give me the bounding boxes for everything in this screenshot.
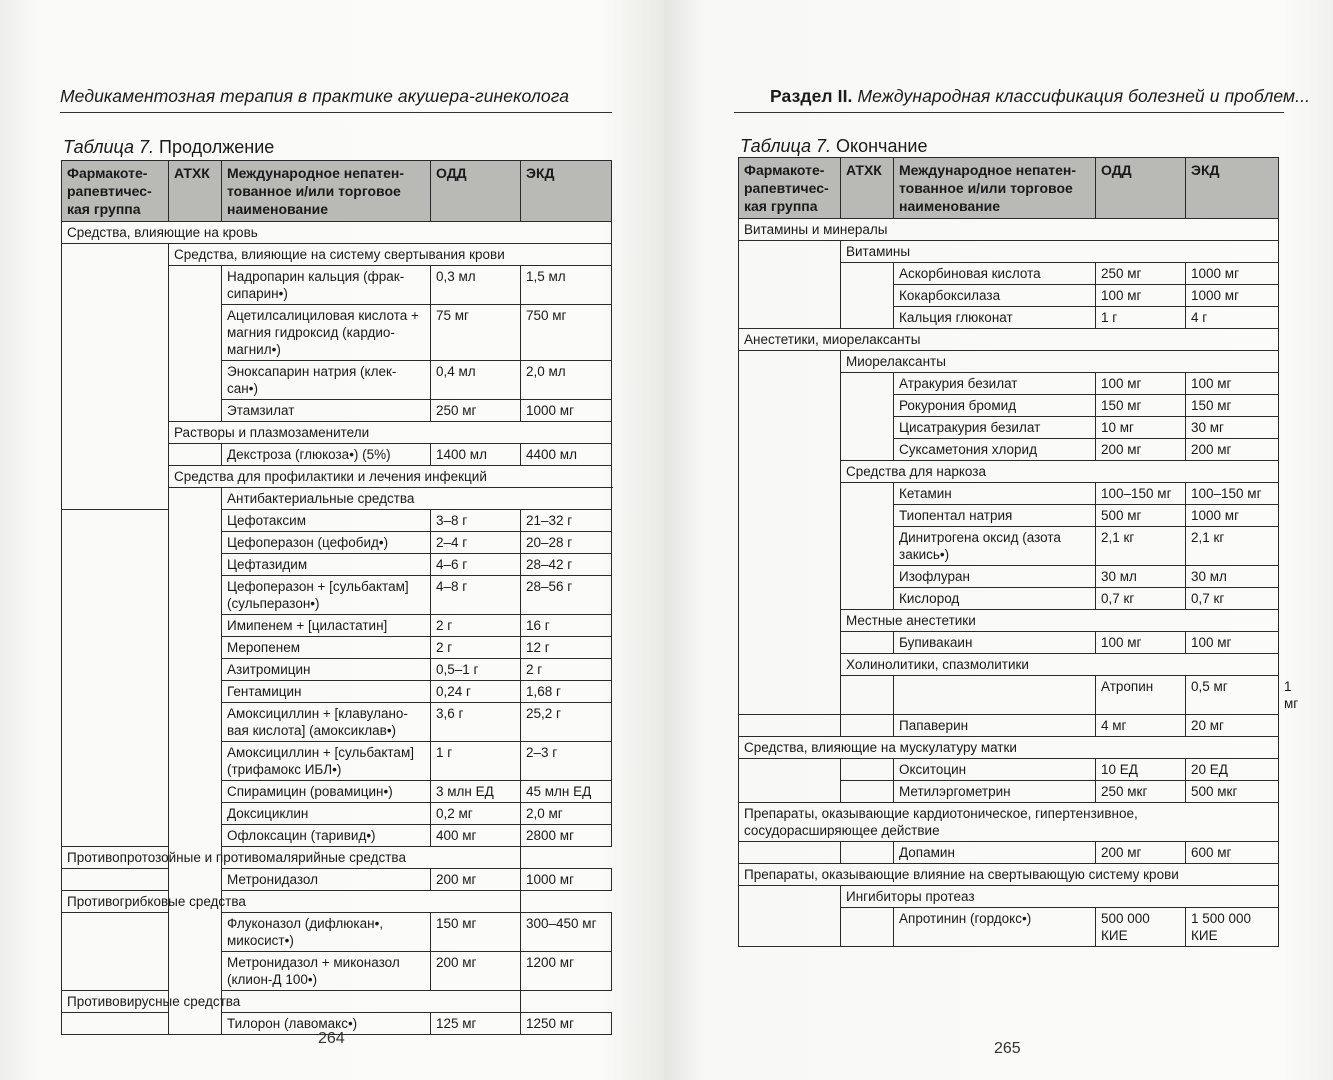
- ekd-value: 45 млн ЕД: [521, 781, 612, 803]
- ekd-value: 2,1 кг: [1186, 527, 1279, 566]
- odd-value: 125 мг: [431, 1013, 521, 1035]
- group-label: Анестетики, миорелаксанты: [739, 329, 1279, 351]
- subgroup-label: Ингибиторы протеаз: [841, 886, 1279, 908]
- drug-name: Метронидазол + миконазол (клион-Д 100•): [222, 952, 431, 991]
- blank-cell: [841, 715, 894, 737]
- table-row: [62, 913, 612, 952]
- ekd-value: 1000 мг: [1186, 285, 1279, 307]
- blank-cell: [841, 483, 894, 610]
- drug-name: Надропарин кальция (фрак-сипарин•): [222, 266, 431, 305]
- drug-name: Спирамицин (ровамицин•): [222, 781, 431, 803]
- ekd-value: 1 500 000 КИЕ: [1186, 908, 1279, 947]
- blank-cell: [841, 632, 894, 654]
- table-caption: [63, 137, 274, 158]
- drug-name: Амоксициллин + [сульбактам] (трифамокс ИБЛ•): [222, 742, 431, 781]
- drug-name: Цефоперазон (цефобид•): [222, 532, 431, 554]
- drug-name: Папаверин: [894, 715, 1096, 737]
- subgroup-label: Противовирусные средства: [62, 991, 521, 1013]
- ekd-value: 1000 мг: [1186, 263, 1279, 285]
- odd-value: 2 г: [431, 615, 521, 637]
- group-label: Препараты, оказывающие кардиотоническое, гипертензивное, сосудорасширяющее действие: [739, 803, 1279, 842]
- ekd-value: 20 ЕД: [1186, 759, 1279, 781]
- odd-value: 0,4 мл: [431, 361, 521, 400]
- drug-name: Тилорон (лавомакс•): [222, 1013, 431, 1035]
- drug-name: Суксаметония хлорид: [894, 439, 1096, 461]
- blank-cell: [739, 886, 841, 947]
- odd-value: 100 мг: [1096, 285, 1186, 307]
- ekd-value: 500 мкг: [1186, 781, 1279, 803]
- ekd-value: 4400 мл: [521, 444, 612, 466]
- odd-value: 4–6 г: [431, 554, 521, 576]
- group-row: [739, 803, 1279, 842]
- odd-value: 1 г: [431, 742, 521, 781]
- ekd-value: 1000 мг: [521, 869, 612, 891]
- subgroup-row: [62, 244, 612, 266]
- drug-name: Этамзилат: [222, 400, 431, 422]
- odd-value: 500 мг: [1096, 505, 1186, 527]
- ekd-value: 100 мг: [1186, 373, 1279, 395]
- drug-name: Цефтазидим: [222, 554, 431, 576]
- odd-value: 3,6 г: [431, 703, 521, 742]
- subgroup-label: Антибактериальные средства: [222, 488, 612, 510]
- group-row: [739, 737, 1279, 759]
- group-label: Холинолитики, спазмолитики: [841, 654, 1279, 676]
- drug-name: Цефоперазон + [сульбактам] (сульперазон•): [222, 576, 431, 615]
- table-caption: [740, 136, 927, 157]
- ekd-value: 28–56 г: [521, 576, 612, 615]
- ekd-value: 30 мг: [1186, 417, 1279, 439]
- odd-value: 500 000 КИЕ: [1096, 908, 1186, 947]
- table-row: [62, 869, 612, 891]
- odd-value: 4–8 г: [431, 576, 521, 615]
- drug-name: Метронидазол: [222, 869, 431, 891]
- odd-value: 0,5 мг: [1186, 676, 1279, 715]
- drug-name: Аскорбиновая кислота: [894, 263, 1096, 285]
- subgroup-label: Противопротозойные и противомалярийные средства: [62, 847, 521, 869]
- drug-name: Эноксапарин натрия (клек-сан•): [222, 361, 431, 400]
- subgroup-row: [739, 886, 1279, 908]
- blank-cell: [841, 842, 894, 864]
- group-row: [739, 219, 1279, 241]
- blank-cell: [841, 781, 894, 803]
- odd-value: 250 мкг: [1096, 781, 1186, 803]
- subgroup-row: [739, 241, 1279, 263]
- drug-name: Азитромицин: [222, 659, 431, 681]
- blank-cell: [894, 676, 1096, 715]
- odd-value: 10 ЕД: [1096, 759, 1186, 781]
- ekd-value: 25,2 г: [521, 703, 612, 742]
- odd-value: 4 мг: [1096, 715, 1186, 737]
- odd-value: 200 мг: [431, 952, 521, 991]
- blank-cell: [739, 715, 841, 737]
- page-number: 265: [994, 1040, 1021, 1057]
- odd-value: 10 мг: [1096, 417, 1186, 439]
- col-header-atc: АТХК: [841, 158, 894, 219]
- odd-value: 0,5–1 г: [431, 659, 521, 681]
- subgroup-row: [62, 991, 612, 1013]
- drug-name: Цисатракурия безилат: [894, 417, 1096, 439]
- group-label: Витамины и минералы: [739, 219, 1279, 241]
- caption-text: Продолжение: [154, 137, 275, 157]
- odd-value: 200 мг: [1096, 842, 1186, 864]
- drug-name: Кокарбоксилаза: [894, 285, 1096, 307]
- drug-name: Допамин: [894, 842, 1096, 864]
- subgroup-label: Миорелаксанты: [841, 351, 1279, 373]
- odd-value: 3 млн ЕД: [431, 781, 521, 803]
- ekd-value: 21–32 г: [521, 510, 612, 532]
- running-head: [770, 86, 1310, 107]
- drug-table-final: [738, 157, 1299, 947]
- header-rule: [734, 112, 1284, 113]
- group-row: [739, 329, 1279, 351]
- odd-value: 100 мг: [1096, 632, 1186, 654]
- blank-cell: [841, 759, 894, 781]
- col-header-group: Фармакоте-рапевтичес-кая группа: [739, 158, 841, 219]
- drug-name: Бупивакаин: [894, 632, 1096, 654]
- drug-name: Декстроза (глюкоза•) (5%): [222, 444, 431, 466]
- ekd-value: 100 мг: [1186, 632, 1279, 654]
- blank-cell: [841, 908, 894, 947]
- odd-value: 2–4 г: [431, 532, 521, 554]
- col-header-odd: ОДД: [1096, 158, 1186, 219]
- ekd-value: 100–150 мг: [1186, 483, 1279, 505]
- drug-name: Метилэргометрин: [894, 781, 1096, 803]
- ekd-value: 2800 мг: [521, 825, 612, 847]
- right-page: [664, 0, 1333, 1080]
- blank-cell: [62, 244, 169, 510]
- blank-cell: [169, 444, 222, 466]
- drug-name: Тиопентал натрия: [894, 505, 1096, 527]
- subgroup-label: Противогрибковые средства: [62, 891, 521, 913]
- ekd-value: 4 г: [1186, 307, 1279, 329]
- table-row: [739, 759, 1279, 781]
- ekd-value: 300–450 мг: [521, 913, 612, 952]
- ekd-value: 150 мг: [1186, 395, 1279, 417]
- ekd-value: 750 мг: [521, 305, 612, 361]
- odd-value: 200 мг: [1096, 439, 1186, 461]
- odd-value: 400 мг: [431, 825, 521, 847]
- blank-cell: [739, 351, 841, 715]
- ekd-value: 2 г: [521, 659, 612, 681]
- odd-value: 1400 мл: [431, 444, 521, 466]
- running-head: Медикаментозная терапия в практике акушера-гинеколога: [60, 86, 570, 106]
- caption-label: Таблица 7.: [63, 137, 155, 157]
- odd-value: 75 мг: [431, 305, 521, 361]
- drug-name: Атракурия безилат: [894, 373, 1096, 395]
- subgroup-row: [62, 891, 612, 913]
- col-header-atc: АТХК: [169, 161, 222, 222]
- drug-name: Кетамин: [894, 483, 1096, 505]
- odd-value: 3–8 г: [431, 510, 521, 532]
- subgroup-label: Средства, влияющие на систему свертывания крови: [169, 244, 612, 266]
- drug-name: Кальция глюконат: [894, 307, 1096, 329]
- blank-cell: [169, 488, 222, 1035]
- drug-name: Изофлуран: [894, 566, 1096, 588]
- ekd-value: 2,0 мг: [521, 803, 612, 825]
- section-label: Раздел II.: [770, 86, 853, 106]
- ekd-value: 1250 мг: [521, 1013, 612, 1035]
- ekd-value: 20–28 г: [521, 532, 612, 554]
- drug-name: Апротинин (гордокс•): [894, 908, 1096, 947]
- ekd-value: 2,0 мл: [521, 361, 612, 400]
- table-header-row: [62, 161, 612, 222]
- ekd-value: 30 мл: [1186, 566, 1279, 588]
- subgroup-label: Растворы и плазмозаменители: [169, 422, 612, 444]
- table-row: [62, 510, 612, 532]
- group-label: Средства, влияющие на мускулатуру матки: [739, 737, 1279, 759]
- odd-value: 1 г: [1096, 307, 1186, 329]
- drug-name: Рокурония бромид: [894, 395, 1096, 417]
- subgroup-row: [739, 351, 1279, 373]
- blank-cell: [62, 1013, 169, 1035]
- blank-cell: [62, 510, 169, 847]
- odd-value: 2 г: [431, 637, 521, 659]
- drug-name: Атропин: [1096, 676, 1186, 715]
- page-number: 264: [318, 1030, 345, 1047]
- drug-table-continued: [61, 160, 612, 1035]
- col-header-ekd: ЭКД: [1186, 158, 1279, 219]
- table-row: [739, 715, 1279, 737]
- drug-name: Меропенем: [222, 637, 431, 659]
- blank-cell: [739, 759, 841, 803]
- drug-name: Флуконазол (дифлюкан•, микосист•): [222, 913, 431, 952]
- odd-value: 200 мг: [431, 869, 521, 891]
- drug-name: Цефотаксим: [222, 510, 431, 532]
- ekd-value: 1200 мг: [521, 952, 612, 991]
- table-row: [739, 842, 1279, 864]
- drug-name: Имипенем + [циластатин]: [222, 615, 431, 637]
- left-page: [0, 0, 664, 1080]
- blank-cell: [739, 241, 841, 329]
- odd-value: 0,2 мг: [431, 803, 521, 825]
- odd-value: 0,24 г: [431, 681, 521, 703]
- col-header-ekd: ЭКД: [521, 161, 612, 222]
- odd-value: 30 мл: [1096, 566, 1186, 588]
- odd-value: 2,1 кг: [1096, 527, 1186, 566]
- blank-cell: [169, 266, 222, 422]
- odd-value: 150 мг: [431, 913, 521, 952]
- table-header-row: [739, 158, 1279, 219]
- odd-value: 0,3 мл: [431, 266, 521, 305]
- odd-value: 0,7 кг: [1096, 588, 1186, 610]
- ekd-value: 20 мг: [1186, 715, 1279, 737]
- header-rule: [60, 112, 612, 113]
- ekd-value: 1,68 г: [521, 681, 612, 703]
- subgroup-row: [62, 847, 612, 869]
- ekd-value: 1000 мг: [521, 400, 612, 422]
- ekd-value: 1,5 мл: [521, 266, 612, 305]
- odd-value: 250 мг: [431, 400, 521, 422]
- blank-cell: [841, 373, 894, 461]
- ekd-value: 200 мг: [1186, 439, 1279, 461]
- blank-cell: [841, 676, 894, 715]
- subgroup-label: Местные анестетики: [841, 610, 1279, 632]
- blank-cell: [62, 913, 169, 991]
- drug-name: Динитрогена оксид (азота закись•): [894, 527, 1096, 566]
- ekd-value: 600 мг: [1186, 842, 1279, 864]
- group-row: [62, 222, 612, 244]
- drug-name: Окситоцин: [894, 759, 1096, 781]
- group-label: Средства для профилактики и лечения инфекций: [169, 466, 612, 488]
- ekd-value: 0,7 кг: [1186, 588, 1279, 610]
- table-row: Атропин 0,5 мг 1 мг: [739, 676, 1279, 715]
- col-header-odd: ОДД: [431, 161, 521, 222]
- ekd-value: 28–42 г: [521, 554, 612, 576]
- blank-cell: [841, 263, 894, 329]
- group-label: Препараты, оказывающие влияние на свертывающую систему крови: [739, 864, 1279, 886]
- drug-name: Офлоксацин (таривид•): [222, 825, 431, 847]
- odd-value: 100–150 мг: [1096, 483, 1186, 505]
- caption-label: Таблица 7.: [740, 136, 832, 156]
- drug-name: Гентамицин: [222, 681, 431, 703]
- odd-value: 250 мг: [1096, 263, 1186, 285]
- col-header-name: Международное непатен-тованное и/или торговое наименование: [894, 158, 1096, 219]
- col-header-name: Международное непатен-тованное и/или торговое наименование: [222, 161, 431, 222]
- subgroup-label: Витамины: [841, 241, 1279, 263]
- caption-text: Окончание: [831, 136, 928, 156]
- odd-value: 100 мг: [1096, 373, 1186, 395]
- drug-name: Ацетилсалициловая кислота + магния гидроксид (кардио-магнил•): [222, 305, 431, 361]
- drug-name: Доксициклин: [222, 803, 431, 825]
- section-title: Международная классификация болезней и проблем...: [852, 86, 1311, 106]
- drug-name: Кислород: [894, 588, 1096, 610]
- drug-name: Амоксициллин + [клавулано-вая кислота] (амоксиклав•): [222, 703, 431, 742]
- col-header-group: Фармакоте-рапевтичес-кая группа: [62, 161, 169, 222]
- ekd-value: 2–3 г: [521, 742, 612, 781]
- group-row: [739, 864, 1279, 886]
- blank-cell: [739, 842, 841, 864]
- ekd-value: 12 г: [521, 637, 612, 659]
- group-label: Средства, влияющие на кровь: [62, 222, 612, 244]
- ekd-value: 1000 мг: [1186, 505, 1279, 527]
- subgroup-label: Средства для наркоза: [841, 461, 1279, 483]
- blank-cell: [62, 869, 169, 891]
- ekd-value: 16 г: [521, 615, 612, 637]
- odd-value: 150 мг: [1096, 395, 1186, 417]
